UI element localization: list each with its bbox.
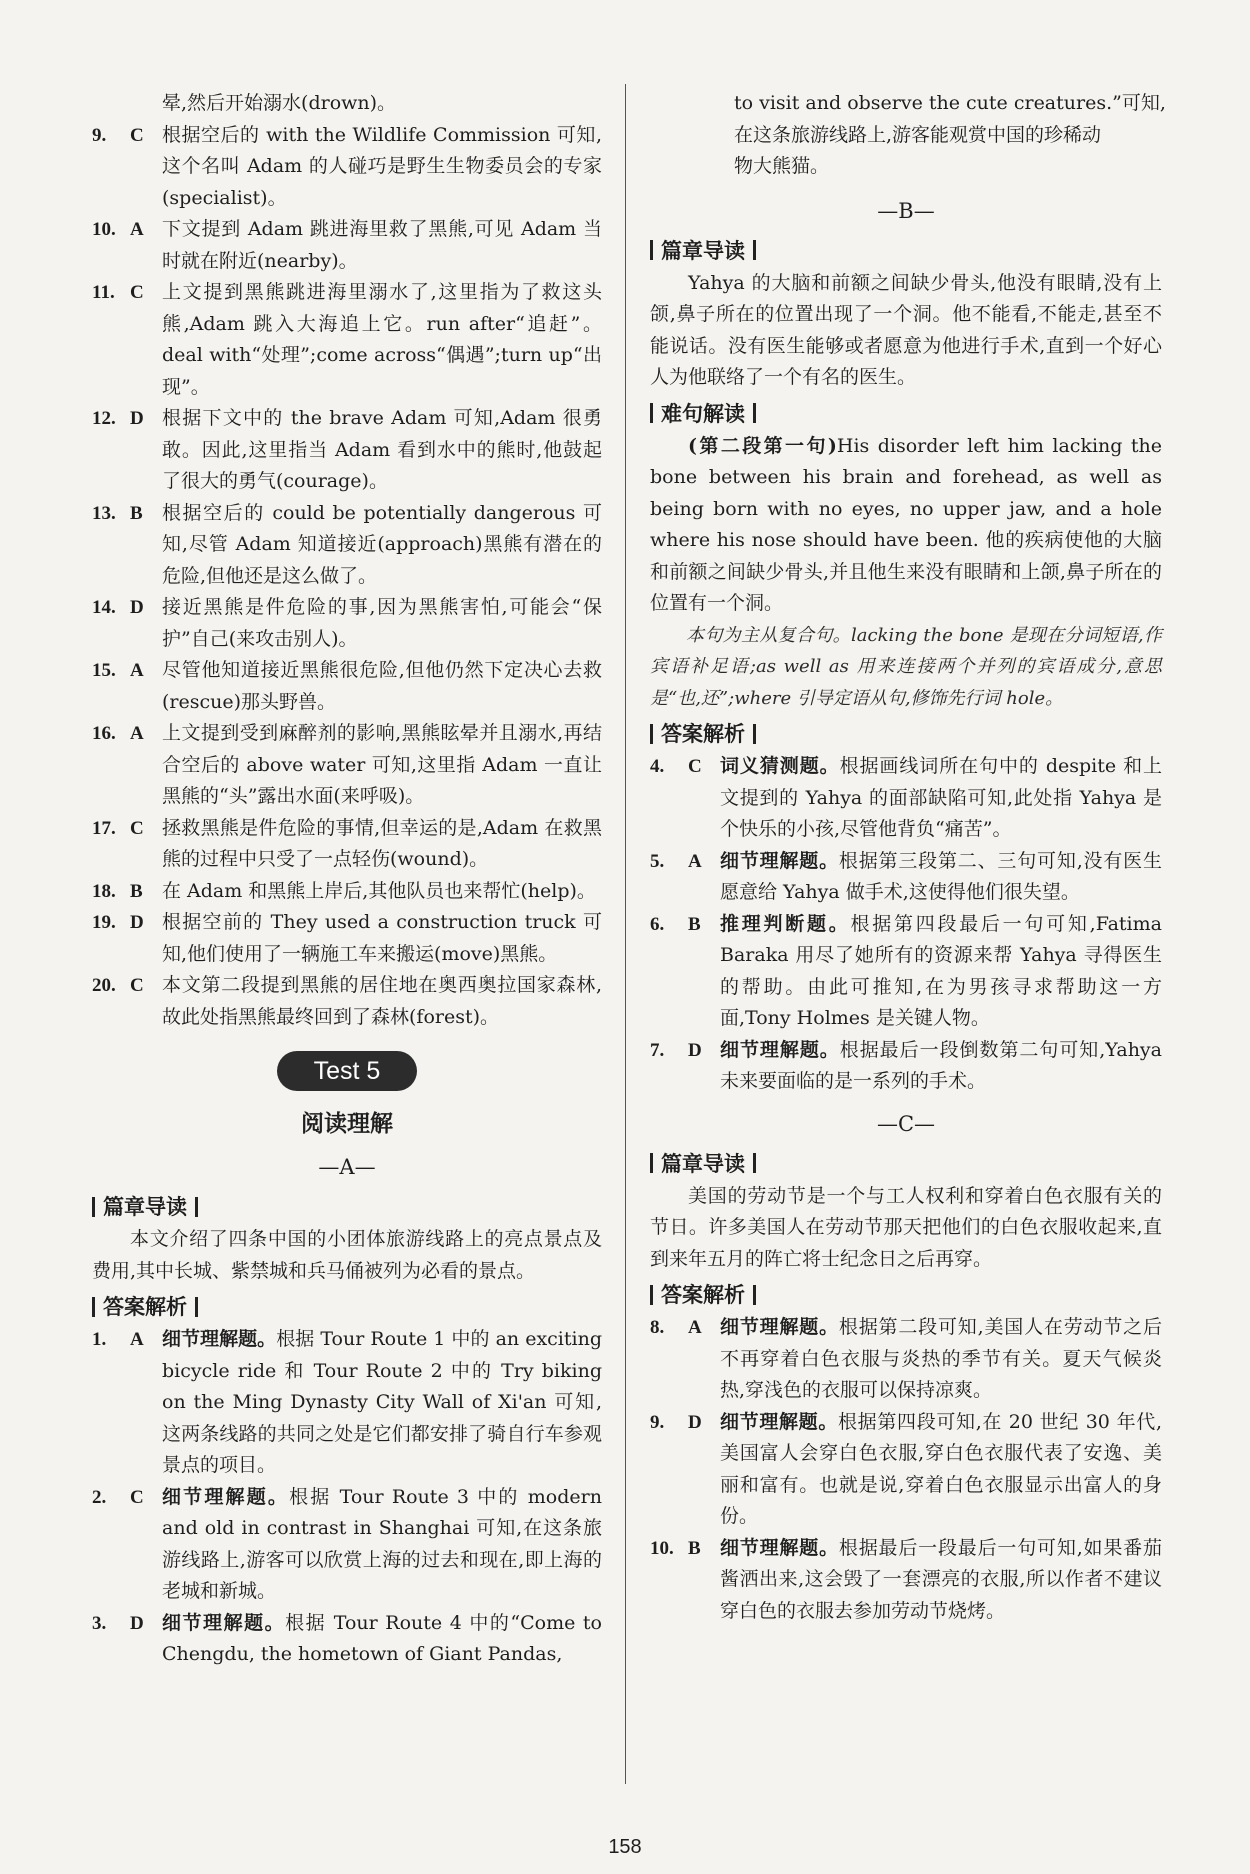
- left-column: [92, 88, 602, 1671]
- item-explanation: [720, 909, 1162, 1035]
- item-number: 3.: [92, 1612, 107, 1634]
- page-number: 158: [608, 1836, 642, 1858]
- item-answer: D: [688, 1039, 702, 1061]
- explanation-text: 根据空后的 could be potentially dangerous 可知,尽管 Adam 知道接近(approach)黑熊有潜在的危险,但他还是这么做了。: [162, 501, 602, 587]
- item-explanation: [720, 1312, 1162, 1407]
- item-number: 16.: [92, 723, 116, 744]
- difficult-sentence-note: 本句为主从复合句。lacking the bone 是现在分词短语,作宾语补足语;as well as 用来连接两个并列的宾语成分,意思是“也,还”;where 引导定语从句,修饰先行词 hole。: [650, 624, 1162, 709]
- item-explanation: [162, 907, 602, 970]
- answer-item: [650, 1533, 1162, 1628]
- item-answer: C: [130, 1486, 144, 1508]
- guide-heading: 篇章导读: [92, 1191, 602, 1222]
- answer-item: [92, 498, 602, 593]
- item-explanation: [162, 214, 602, 277]
- explanation-text: 拯救黑熊是件危险的事情,但幸运的是,Adam 在救黑熊的过程中只受了一点轻伤(wound)。: [162, 816, 602, 870]
- item-answer: C: [130, 124, 144, 146]
- column-divider: [625, 84, 626, 1784]
- answer-item: [650, 909, 1162, 1035]
- answer-item: [92, 1324, 602, 1482]
- item-answer: B: [688, 913, 701, 935]
- item-number: 9.: [92, 124, 107, 146]
- item-explanation: [162, 1608, 602, 1671]
- item-number: 10.: [92, 219, 116, 240]
- item-explanation: [162, 718, 602, 813]
- item-number: 13.: [92, 502, 116, 524]
- explanation-text: 根据最后一段倒数第二句可知,Yahya 未来要面临的是一系列的手术。: [720, 1038, 1162, 1092]
- explanation-text: 根据画线词所在句中的 despite 和上文提到的 Yahya 的面部缺陷可知,此处指 Yahya 是个快乐的小孩,尽管他背负“痛苦”。: [720, 755, 1162, 840]
- item-answer: C: [130, 975, 144, 996]
- explanation-text: 根据空前的 They used a construction truck 可知,他们使用了一辆施工车来搬运(move)黑熊。: [162, 911, 602, 965]
- item-number: 4.: [650, 756, 665, 777]
- answer-item: [92, 1608, 602, 1671]
- item-explanation: [720, 1035, 1162, 1098]
- item-number: 18.: [92, 880, 116, 902]
- item-answer: D: [130, 912, 144, 933]
- question-type: 推理判断题。: [720, 912, 851, 935]
- answer-item: [650, 751, 1162, 846]
- item-number: 20.: [92, 975, 116, 996]
- item-number: 2.: [92, 1486, 107, 1508]
- item-answer: A: [130, 723, 144, 744]
- explanation-text: 上文提到受到麻醉剂的影响,黑熊眩晕并且溺水,再结合空后的 above water 可知,这里指 Adam 一直让黑熊的“头”露出水面(来呼吸)。: [162, 722, 602, 807]
- item-answer: A: [130, 219, 144, 240]
- explanation-text: 本文第二段提到黑熊的居住地在奥西奥拉国家森林,故此处指黑熊最终回到了森林(forest)。: [162, 974, 602, 1028]
- continued-line-3: 物大熊猫。: [734, 155, 830, 177]
- item-explanation: [162, 403, 602, 498]
- part-b-label: —B—: [877, 198, 935, 223]
- explanation-text: 根据空后的 with the Wildlife Commission 可知,这个名叫 Adam 的人碰巧是野生生物委员会的专家(specialist)。: [162, 123, 602, 209]
- explanation-text: 根据下文中的 the brave Adam 可知,Adam 很勇敢。因此,这里指当 Adam 看到水中的熊时,他鼓起了很大的勇气(courage)。: [162, 407, 602, 492]
- item-answer: C: [130, 282, 144, 303]
- explanation-text: 根据 Tour Route 3 中的 modern and old in contrast in Shanghai 可知,在这条旅游线路上,游客可以欣赏上海的过去和现在,即上海的老城和新城。: [162, 1485, 602, 1602]
- item-number: 11.: [92, 282, 115, 303]
- question-type: 细节理解题。: [720, 1536, 839, 1559]
- item-answer: A: [130, 660, 144, 681]
- item-number: 12.: [92, 408, 116, 429]
- answer-item: [650, 1312, 1162, 1407]
- test-badge: Test 5: [277, 1051, 417, 1091]
- item-explanation: [720, 1407, 1162, 1533]
- item-number: 14.: [92, 597, 116, 618]
- item-answer: A: [688, 1317, 702, 1338]
- answer-list-c: [650, 1312, 1162, 1627]
- answer-heading: 答案解析: [92, 1291, 602, 1322]
- question-type: 细节理解题。: [720, 1410, 839, 1433]
- answer-item: [92, 655, 602, 718]
- section-title: 阅读理解: [301, 1110, 393, 1137]
- item-answer: D: [688, 1411, 702, 1433]
- answer-item: [92, 876, 602, 908]
- right-column: [650, 88, 1166, 1627]
- intro-line: 晕,然后开始溺水(drown)。: [162, 92, 397, 114]
- explanation-text: 上文提到黑熊跳进海里溺水了,这里指为了救这头熊,Adam 跳入大海追上它。run after“追赶”。deal with“处理”;come across“偶遇”;turn up“出现”。: [162, 281, 602, 398]
- item-number: 15.: [92, 660, 116, 681]
- item-answer: B: [130, 502, 143, 524]
- item-number: 10.: [650, 1537, 674, 1559]
- item-number: 17.: [92, 817, 116, 839]
- item-answer: C: [688, 756, 702, 777]
- answer-item: [650, 1035, 1162, 1098]
- explanation-text: 根据 Tour Route 4 中的“Come to Chengdu, the hometown of Giant Pandas,: [162, 1611, 602, 1665]
- explanation-text: 根据最后一段最后一句可知,如果番茄酱洒出来,这会毁了一套漂亮的衣服,所以作者不建议穿白色的衣服去参加劳动节烧烤。: [720, 1536, 1162, 1622]
- item-number: 7.: [650, 1039, 665, 1061]
- continued-line-2: 在这条旅游线路上,游客能观赏中国的珍稀动: [734, 123, 1102, 146]
- difficult-sentence-text: (第二段第一句)His disorder left him lacking the bone between his brain and forehead, as well as being born with no eyes, no upper jaw, and a hole where his nose should have been. 他的疾病使他的大脑和前额之间缺少骨头,并且他生来没有眼睛和上颌,鼻子所在的位置有一个洞。: [650, 434, 1162, 614]
- answer-item: [650, 1407, 1162, 1533]
- question-type: 词义猜测题。: [720, 755, 840, 777]
- explanation-text: 根据第四段可知,在 20 世纪 30 年代,美国富人会穿白色衣服,穿白色衣服代表了安逸、美丽和富有。也就是说,穿着白色衣服显示出富人的身份。: [720, 1410, 1162, 1527]
- difficult-sentence-heading: 难句解读: [650, 398, 1162, 429]
- answer-list-a: [92, 1324, 602, 1671]
- answer-heading-b: 答案解析: [650, 718, 1162, 749]
- item-answer: C: [130, 817, 144, 839]
- guide-text: 本文介绍了四条中国的小团体旅游线路上的亮点景点及费用,其中长城、紫禁城和兵马俑被列为必看的景点。: [92, 1228, 602, 1282]
- item-number: 1.: [92, 1329, 107, 1350]
- explanation-text: 在 Adam 和黑熊上岸后,其他队员也来帮忙(help)。: [162, 879, 596, 902]
- item-explanation: [162, 592, 602, 655]
- guide-heading-c: 篇章导读: [650, 1148, 1162, 1179]
- item-number: 6.: [650, 913, 665, 935]
- item-answer: A: [130, 1329, 144, 1350]
- explanation-text: 根据 Tour Route 1 中的 an exciting bicycle ride 和 Tour Route 2 中的 Try biking on the Ming Dynasty City Wall of Xi'an 可知,这两条线路的共同之处是它们都安排了骑自行车参观景点的项目。: [162, 1328, 602, 1476]
- question-type: 细节理解题。: [720, 849, 839, 872]
- answer-item: [92, 813, 602, 876]
- item-explanation: [162, 277, 602, 403]
- item-answer: B: [688, 1537, 701, 1559]
- answer-item: [92, 277, 602, 403]
- guide-text-b: Yahya 的大脑和前额之间缺少骨头,他没有眼睛,没有上颌,鼻子所在的位置出现了一个洞。他不能看,不能走,甚至不能说话。没有医生能够或者愿意为他进行手术,直到一个好心人为他联络了一个有名的医生。: [650, 271, 1162, 388]
- explanation-text: 根据第四段最后一句可知,Fatima Baraka 用尽了她所有的资源来帮 Yahya 寻得医生的帮助。由此可推知,在为男孩寻求帮助这一方面,Tony Holmes 是关键人物。: [720, 912, 1162, 1029]
- explanation-text: 尽管他知道接近黑熊很危险,但他仍然下定决心去救(rescue)那头野兽。: [162, 659, 602, 713]
- question-type: 细节理解题。: [162, 1328, 277, 1350]
- item-answer: B: [130, 880, 143, 902]
- answer-item: [92, 403, 602, 498]
- question-type: 细节理解题。: [162, 1611, 286, 1634]
- item-number: 19.: [92, 912, 116, 933]
- question-type: 细节理解题。: [720, 1038, 840, 1061]
- question-type: 细节理解题。: [162, 1485, 290, 1508]
- answer-item: [92, 970, 602, 1033]
- item-explanation: [720, 1533, 1162, 1628]
- item-explanation: [162, 813, 602, 876]
- item-answer: D: [130, 597, 144, 618]
- answer-item: [92, 120, 602, 215]
- answer-list-b: [650, 751, 1162, 1098]
- item-number: 8.: [650, 1317, 665, 1338]
- item-explanation: [162, 120, 602, 215]
- item-explanation: [162, 1324, 602, 1482]
- answer-heading-c: 答案解析: [650, 1279, 1162, 1310]
- answer-item: [92, 1482, 602, 1608]
- item-number: 5.: [650, 850, 665, 872]
- answer-item: [650, 846, 1162, 909]
- answer-item: [92, 907, 602, 970]
- item-explanation: [162, 970, 602, 1033]
- item-number: 9.: [650, 1411, 665, 1433]
- answer-item: [92, 718, 602, 813]
- item-explanation: [162, 498, 602, 593]
- item-explanation: [162, 655, 602, 718]
- continued-line-1: to visit and observe the cute creatures.”可知,: [734, 92, 1166, 114]
- item-explanation: [162, 1482, 602, 1608]
- item-explanation: [720, 751, 1162, 846]
- answer-item: [92, 592, 602, 655]
- item-explanation: [162, 876, 602, 908]
- answer-item: [92, 214, 602, 277]
- guide-heading-b: 篇章导读: [650, 235, 1162, 266]
- part-c-label: —C—: [876, 1111, 936, 1136]
- item-answer: D: [130, 408, 144, 429]
- item-answer: A: [688, 850, 702, 872]
- answer-list-cloze: [92, 120, 602, 1034]
- question-type: 细节理解题。: [720, 1316, 839, 1338]
- item-explanation: [720, 846, 1162, 909]
- item-answer: D: [130, 1612, 144, 1634]
- explanation-text: 根据第二段可知,美国人在劳动节之后不再穿着白色衣服与炎热的季节有关。夏天气候炎热,穿浅色的衣服可以保持凉爽。: [720, 1316, 1162, 1401]
- explanation-text: 接近黑熊是件危险的事,因为黑熊害怕,可能会“保护”自己(来攻击别人)。: [162, 596, 602, 650]
- explanation-text: 下文提到 Adam 跳进海里救了黑熊,可见 Adam 当时就在附近(nearby)。: [162, 218, 602, 272]
- explanation-text: 根据第三段第二、三句可知,没有医生愿意给 Yahya 做手术,这使得他们很失望。: [720, 849, 1162, 903]
- guide-text-c: 美国的劳动节是一个与工人权利和穿着白色衣服有关的节日。许多美国人在劳动节那天把他们的白色衣服收起来,直到来年五月的阵亡将士纪念日之后再穿。: [650, 1184, 1162, 1270]
- part-a-label: —A—: [318, 1155, 376, 1179]
